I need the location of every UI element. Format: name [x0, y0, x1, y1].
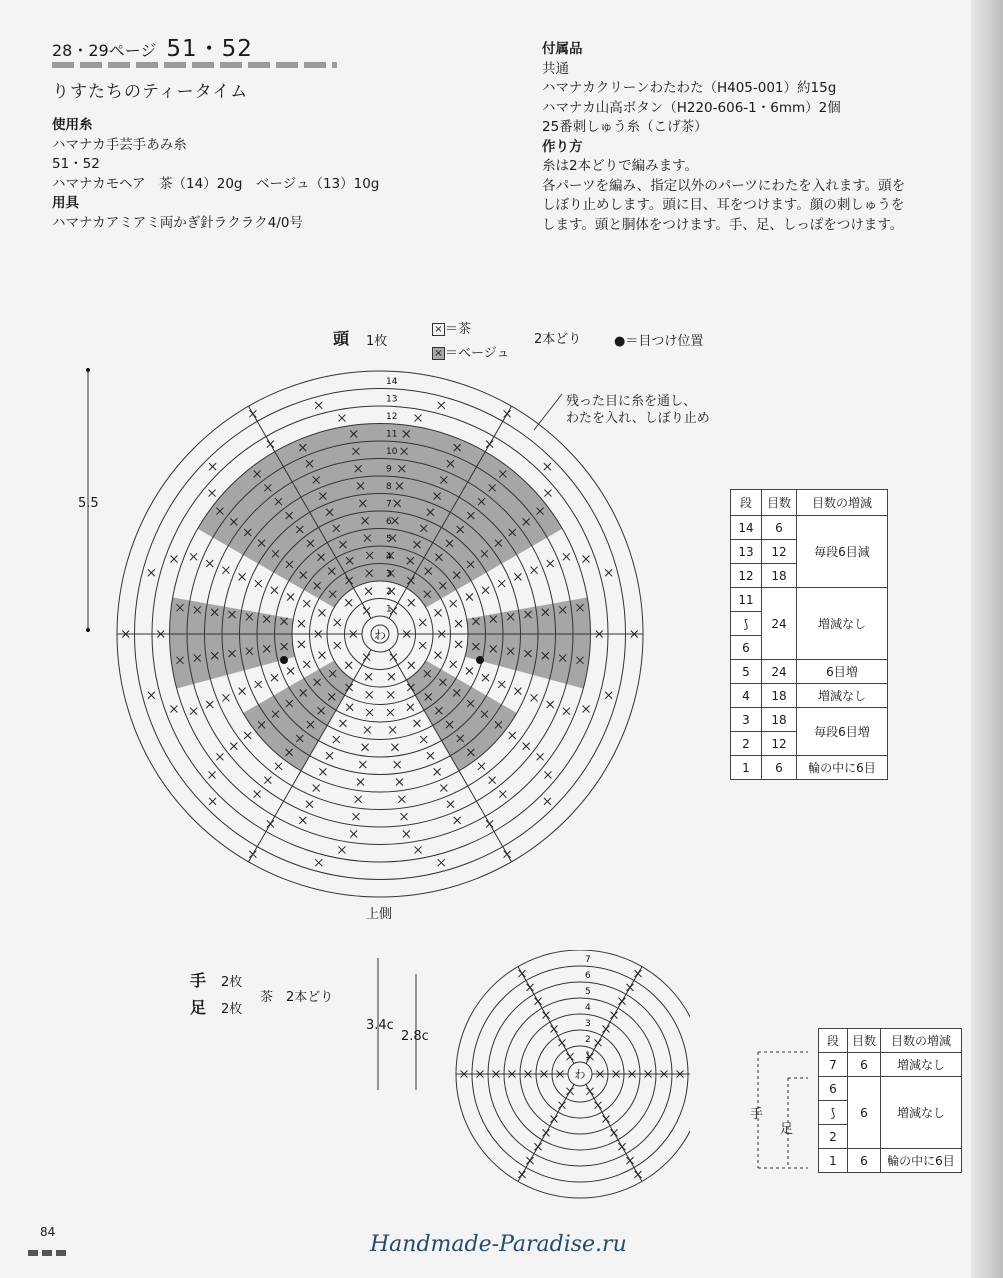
beige-section — [407, 661, 517, 771]
round-number: 7 — [585, 955, 591, 965]
table-cell: 11 — [731, 588, 762, 612]
round-number: 13 — [386, 394, 398, 405]
hand-title: 手 — [190, 971, 207, 990]
hand-count: 2枚 — [221, 975, 243, 990]
page-number: 84 — [40, 1225, 56, 1239]
yarn-line: 51・52 — [52, 156, 100, 172]
foot-dimension: 2.8c — [401, 1029, 429, 1044]
round-number: 7 — [386, 499, 392, 510]
head-chart-title: 頭 — [333, 329, 350, 348]
round-number: 14 — [386, 376, 398, 387]
table-cell: 6 — [848, 1053, 881, 1077]
head-strands: 2本どり — [534, 332, 582, 347]
table-cell: 3 — [731, 708, 762, 732]
footer-dashes — [28, 1250, 68, 1256]
table-cell: 12 — [762, 540, 797, 564]
head-chart-group — [86, 368, 643, 897]
table-header: 目数の増減 — [797, 490, 888, 516]
bracket-hand-label: 手 — [750, 1107, 764, 1122]
round-number: 12 — [386, 411, 398, 422]
table-cell: ⟆ — [819, 1101, 848, 1125]
site-watermark: Handmade-Paradise.ru — [370, 1232, 627, 1257]
round-number: 3 — [585, 1019, 591, 1029]
page-reference: 28・29ページ — [52, 41, 157, 60]
heading-dashed-rule — [52, 62, 337, 68]
table-cell: 6 — [731, 636, 762, 660]
round-number: 9 — [386, 464, 392, 475]
callout-line1: 残った目に糸を通し、 — [566, 394, 697, 409]
table-cell: 7 — [819, 1053, 848, 1077]
hand-yarn: 茶 2本どり — [260, 990, 334, 1005]
table-cell: 24 — [762, 588, 797, 660]
head-stitch-table — [730, 489, 888, 780]
table-cell: 6 — [762, 756, 797, 780]
accessory-line: 25番刺しゅう糸（こげ茶） — [542, 119, 708, 135]
table-header: 段 — [819, 1029, 848, 1053]
table-cell: 2 — [731, 732, 762, 756]
yarn-line: ハマナカ手芸手あみ糸 — [52, 136, 187, 153]
magic-ring-label: わ — [373, 628, 387, 642]
accessory-line: 共通 — [542, 60, 569, 77]
table-cell: 6 — [848, 1077, 881, 1149]
table-cell: 13 — [731, 540, 762, 564]
table-cell: 毎段6目増 — [797, 708, 888, 756]
table-cell: 増減なし — [881, 1053, 962, 1077]
legend-beige: × ＝ベージュ — [432, 342, 509, 361]
round-number: 3 — [386, 569, 392, 580]
accessory-line: ハマナカクリーンわたわた（H405-001）約15g — [542, 80, 837, 96]
eye-position-note: ●＝目つけ位置 — [614, 334, 704, 349]
round-number: 6 — [585, 971, 591, 981]
page-heading — [52, 30, 253, 63]
round-number: 4 — [386, 551, 392, 562]
table-cell: 輪の中に6目 — [881, 1149, 962, 1173]
table-cell: 6 — [848, 1149, 881, 1173]
table-cell: 4 — [731, 684, 762, 708]
table-header: 目数 — [762, 490, 797, 516]
tools-heading: 用具 — [52, 195, 79, 211]
tools-line: ハマナカアミアミ両かぎ針ラクラク4/0号 — [52, 214, 303, 231]
accessories-heading: 付属品 — [542, 41, 583, 57]
table-cell: 2 — [819, 1125, 848, 1149]
hand-dimension: 3.4c — [366, 1018, 394, 1033]
beige-section — [243, 661, 353, 771]
hand-stitch-table — [818, 1028, 962, 1173]
head-height-label: 5.5 — [78, 496, 99, 511]
head-crochet-chart — [80, 360, 680, 910]
callout-leader — [534, 394, 562, 430]
round-number: 10 — [386, 446, 398, 457]
pattern-title: りすたちのティータイム — [52, 82, 249, 102]
round-number: 2 — [585, 1035, 591, 1045]
method-line: 各パーツを編み、指定以外のパーツにわたを入れます。頭を — [542, 177, 906, 194]
dimension-end — [86, 628, 90, 632]
legend-x-box: × — [432, 323, 445, 336]
table-cell: 1 — [731, 756, 762, 780]
table-cell: 6 — [762, 516, 797, 540]
round-number: 4 — [585, 1003, 591, 1013]
round-number: 1 — [386, 604, 392, 615]
round-number: 5 — [386, 534, 392, 545]
bracket-foot-label: 足 — [780, 1122, 794, 1137]
table-header: 目数の増減 — [881, 1029, 962, 1053]
table-cell: 18 — [762, 564, 797, 588]
foot-title: 足 — [190, 998, 207, 1017]
table-header: 段 — [731, 490, 762, 516]
round-number: 6 — [386, 516, 392, 527]
table-cell: 6 — [819, 1077, 848, 1101]
table-cell: 12 — [762, 732, 797, 756]
table-cell: 12 — [731, 564, 762, 588]
method-line: 糸は2本どりで編みます。 — [542, 158, 699, 174]
round-number: 8 — [386, 481, 392, 492]
round-number: 5 — [585, 987, 591, 997]
magic-ring-label: わ — [574, 1068, 586, 1081]
method-line: します。頭と胴体をつけます。手、足、しっぽをつけます。 — [542, 216, 904, 233]
method-line: しぼり止めします。頭に目、耳をつけます。顔の刺しゅうを — [542, 197, 905, 213]
yarn-line: ハマナカモヘア 茶（14）20g ベージュ（13）10g — [52, 175, 380, 192]
hand-crochet-chart — [360, 950, 690, 1210]
accessory-line: ハマナカ山高ボタン（H220-606-1・6mm）2個 — [542, 99, 841, 116]
table-cell: ⟆ — [731, 612, 762, 636]
round-number: 2 — [386, 586, 392, 597]
eye-position-dot — [476, 656, 484, 664]
table-header: 目数 — [848, 1029, 881, 1053]
table-cell: 18 — [762, 708, 797, 732]
head-chart-count: 1枚 — [366, 334, 388, 349]
method-heading: 作り方 — [542, 138, 583, 155]
table-cell: 増減なし — [797, 588, 888, 660]
foot-count: 2枚 — [221, 1002, 243, 1017]
table-cell: 1 — [819, 1149, 848, 1173]
table-cell: 増減なし — [797, 684, 888, 708]
round-number: 1 — [585, 1051, 591, 1061]
callout-line2: わたを入れ、しぼり止め — [566, 411, 710, 426]
table-cell: 輪の中に6目 — [797, 756, 888, 780]
beige-section — [198, 424, 563, 608]
head-bottom-label: 上側 — [366, 907, 393, 922]
table-cell: 14 — [731, 516, 762, 540]
table-cell: 6目増 — [797, 660, 888, 684]
legend-x-box-beige: × — [432, 347, 445, 360]
materials-block — [52, 116, 472, 233]
dimension-end — [86, 368, 90, 372]
legend-brown: × ＝茶 — [432, 318, 471, 337]
yarn-heading: 使用糸 — [52, 117, 93, 133]
item-numbers: 51・52 — [166, 36, 253, 62]
book-spine-shadow — [971, 0, 1003, 1278]
round-number: 11 — [386, 429, 398, 440]
table-cell: 18 — [762, 684, 797, 708]
table-cell: 毎段6目減 — [797, 516, 888, 588]
eye-position-dot — [280, 656, 288, 664]
table-cell: 5 — [731, 660, 762, 684]
hand-chart-group — [378, 950, 690, 1198]
table-cell: 24 — [762, 660, 797, 684]
table-cell: 増減なし — [881, 1077, 962, 1149]
accessories-block — [542, 40, 972, 235]
